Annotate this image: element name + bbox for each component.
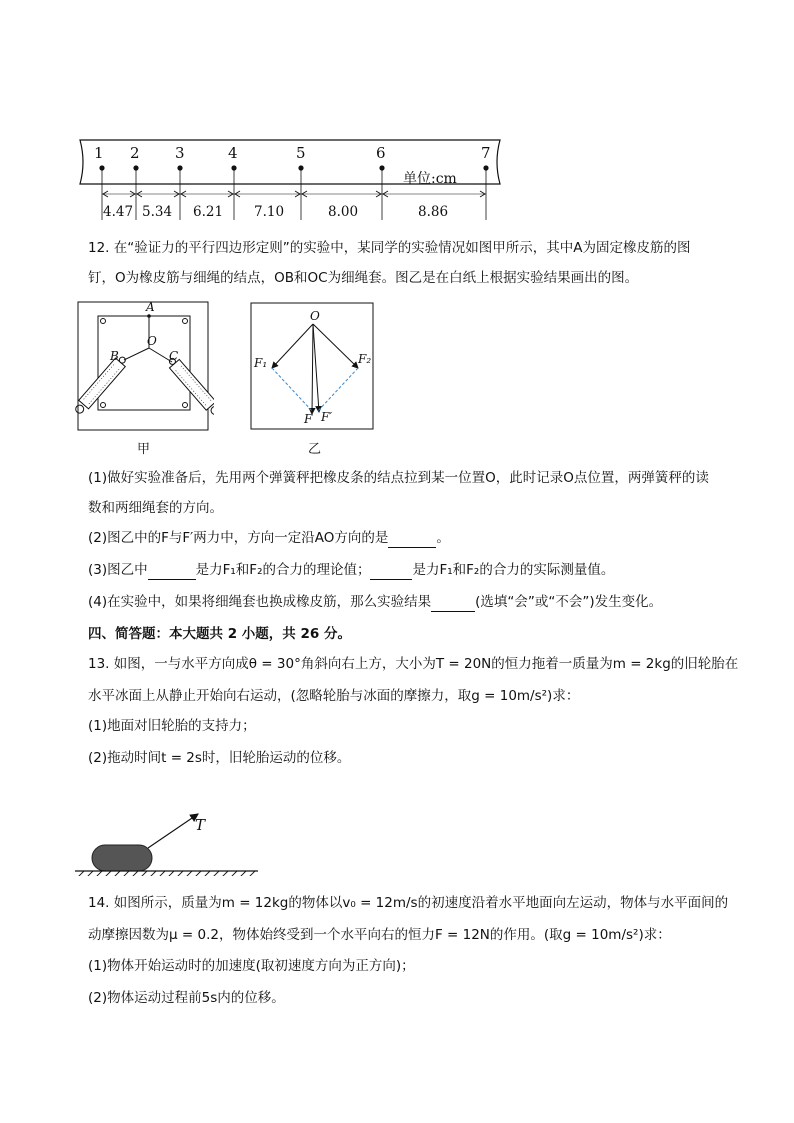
tape-point-label: 1 (94, 144, 104, 162)
tape-point-label: 2 (130, 144, 140, 162)
fig-jia-label-o: O (147, 334, 157, 348)
fig-jia-label-c: C (169, 349, 179, 363)
fig-jia-caption: 甲 (137, 442, 151, 457)
fig-yi-label-f1: F₁ (254, 356, 268, 370)
tension-label: T (195, 816, 206, 834)
q12-sub3-c: 是力F₁和F₂的合力的实际测量值。 (412, 562, 615, 578)
tape-point (483, 165, 488, 170)
answer-blank[interactable] (370, 565, 412, 580)
q13-sub2: (2)拖动时间t = 2s时，旧轮胎运动的位移。 (88, 750, 351, 766)
fig-jia-label-b: B (110, 349, 119, 363)
tape-point-label: 6 (376, 144, 386, 162)
tire-figure (72, 804, 262, 876)
ground-hatch (186, 871, 192, 876)
tape-point (231, 165, 236, 170)
ground-hatch (249, 871, 255, 876)
q14-text-line2: 动摩擦因数为μ = 0.2，物体始终受到一个水平向右的恒力F = 12N的作用。(取g = 10m/s²)求： (88, 927, 671, 943)
ground-hatch (195, 871, 201, 876)
tape-point-label: 7 (481, 144, 491, 162)
ground-hatch (159, 871, 165, 876)
answer-blank[interactable] (388, 533, 436, 548)
ground-hatch (222, 871, 228, 876)
ground-hatch (240, 871, 246, 876)
ground-hatch (231, 871, 237, 876)
tape-segment-value: 5.34 (142, 204, 173, 220)
q12-sub1-line1: (1)做好实验准备后，先用两个弹簧秤把橡皮条的结点拉到某一位置O，此时记录O点位置，两弹簧秤的读 (88, 470, 709, 486)
ground-hatch (150, 871, 156, 876)
q12-sub4-b: (选填“会”或“不会”)发生变化。 (475, 594, 663, 610)
fig-yi-caption: 乙 (308, 442, 322, 457)
tape-segment-value: 8.00 (328, 204, 359, 220)
q13-text-line1: 13. 如图，一与水平方向成θ = 30°角斜向右上方，大小为T = 20N的恒力拖着一质量为m = 2kg的旧轮胎在 (88, 656, 739, 672)
section-title: 四、简答题：本大题共 2 小题，共 26 分。 (88, 626, 351, 642)
tape-point-label: 5 (296, 144, 306, 162)
tape-point (99, 165, 104, 170)
q14-text-line1: 14. 如图所示，质量为m = 12kg的物体以v₀ = 12m/s的初速度沿着水平地面向左运动，物体与水平面间的 (88, 895, 729, 911)
tape-segment-value: 8.86 (418, 204, 449, 220)
q12-sub3-a: (3)图乙中 (88, 562, 148, 578)
ground-hatch (78, 871, 84, 876)
q13-sub1: (1)地面对旧轮胎的支持力； (88, 718, 256, 734)
q12-sub4 (88, 592, 662, 612)
q13-text-line2: 水平冰面上从静止开始向右运动，(忽略轮胎与冰面的摩擦力，取g = 10m/s²)求： (88, 688, 580, 704)
fig-yi-label-f2: F₂ (358, 352, 372, 366)
ground-hatch (204, 871, 210, 876)
tape-point-label: 3 (175, 144, 185, 162)
q12-text-line1: 12. 在“验证力的平行四边形定则”的实验中，某同学的实验情况如图甲所示，其中A为固定橡皮筋的图 (88, 240, 691, 256)
q12-text-line2: 钉，O为橡皮筋与细绳的结点，OB和OC为细绳套。图乙是在白纸上根据实验结果画出的图。 (88, 270, 639, 286)
answer-blank[interactable] (148, 565, 196, 580)
ground-hatch (177, 871, 183, 876)
q12-sub3 (88, 560, 614, 580)
tape-unit: 单位:cm (403, 171, 457, 187)
q12-sub2 (88, 528, 450, 548)
q12-sub2-text: (2)图乙中的F与F′两力中，方向一定沿AO方向的是 (88, 530, 389, 546)
ground-hatch (168, 871, 174, 876)
answer-blank[interactable] (431, 597, 475, 612)
tape-segment-value: 7.10 (254, 204, 285, 220)
ground-hatch (114, 871, 120, 876)
fig-yi-label-f: F (304, 412, 313, 426)
ground-hatch (213, 871, 219, 876)
q12-sub3-b: 是力F₁和F₂的合力的理论值； (195, 562, 371, 578)
ground-hatch (141, 871, 147, 876)
ground-hatch (132, 871, 138, 876)
tape-point (379, 165, 384, 170)
q12-sub2-end: 。 (436, 530, 450, 546)
fig-jia-label-a: A (146, 300, 155, 314)
q14-sub1: (1)物体开始运动时的加速度(取初速度方向为正方向)； (88, 958, 415, 974)
fig-yi-label-o: O (310, 309, 320, 323)
tape-point (133, 165, 138, 170)
figure-jia (74, 300, 214, 434)
ground-hatch (87, 871, 93, 876)
tape-segment-value: 6.21 (193, 204, 224, 220)
q12-sub1-line2: 数和两细绳套的方向。 (88, 500, 223, 516)
tire-shape (92, 845, 152, 871)
tape-point (298, 165, 303, 170)
tape-segment-value: 4.47 (103, 204, 134, 220)
q12-sub4-a: (4)在实验中，如果将细绳套也换成橡皮筋，那么实验结果 (88, 594, 432, 610)
tape-point-label: 4 (228, 144, 238, 162)
q14-sub2: (2)物体运动过程前5s内的位移。 (88, 990, 285, 1006)
ground-hatch (105, 871, 111, 876)
ground-hatch (96, 871, 102, 876)
ground-hatch (123, 871, 129, 876)
tape-point (177, 165, 182, 170)
fig-yi-label-fprime: F′ (321, 410, 333, 424)
